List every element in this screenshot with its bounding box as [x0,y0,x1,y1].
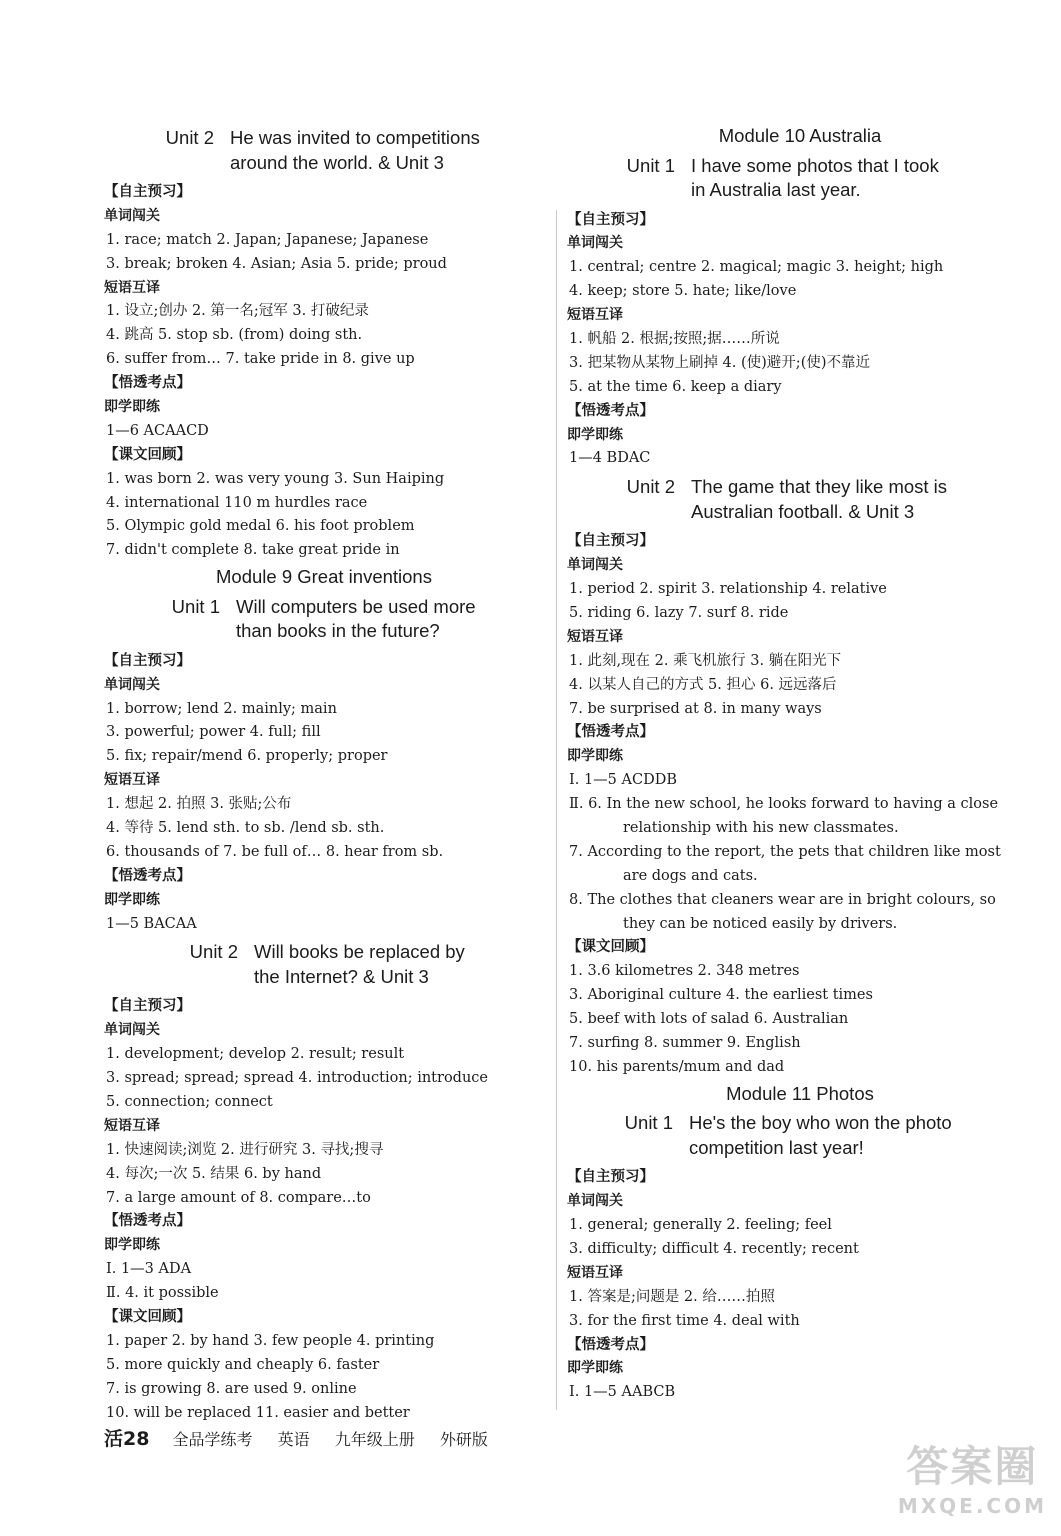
section-heading: 【课文回顾】 [104,1309,191,1326]
answer-line: 1. 想起 2. 拍照 3. 张贴;公布 [106,796,292,813]
answer-line: 3. break; broken 4. Asian; Asia 5. pride; proud [106,255,447,272]
answer-line: Ⅰ. 1—3 ADA [106,1261,192,1278]
unit-title-line: He was invited to competitions [230,127,480,148]
answer-line: Ⅰ. 1—5 AABCB [569,1384,676,1401]
answer-line: 10. his parents/mum and dad [569,1058,785,1075]
section-heading: 【悟透考点】 [104,867,191,884]
unit-title-line: Australian football. & Unit 3 [691,500,915,522]
answer-line: 1. race; match 2. Japan; Japanese; Japanese [106,231,429,248]
book-edition: 外研版 [439,1430,488,1449]
subsection-heading: 即学即练 [104,891,160,908]
section-heading: 【自主预习】 [567,211,654,228]
unit-title [691,154,939,203]
answer-line: 1. 此刻,现在 2. 乘飞机旅行 3. 躺在阳光下 [569,652,842,669]
answer-line: 1—6 ACAACD [106,422,209,439]
answer-line: 1. period 2. spirit 3. relationship 4. relative [569,581,887,598]
answer-line: 4. 以某人自己的方式 5. 担心 6. 远远落后 [569,676,837,693]
section-heading: 【悟透考点】 [104,375,191,392]
answer-line: 5. at the time 6. keep a diary [569,378,782,395]
answer-line: 1. 答案是;问题是 2. 给……拍照 [569,1288,775,1305]
answer-line: 3. difficulty; difficult 4. recently; recent [569,1240,859,1257]
subsection-heading: 单词闯关 [567,235,623,252]
unit-heading [567,1111,1033,1160]
unit-title [689,1111,952,1160]
answer-line: 1. 快速阅读;浏览 2. 进行研究 3. 寻找;搜寻 [106,1141,384,1158]
subsection-heading: 短语互译 [567,628,623,645]
subsection-heading: 即学即练 [104,1237,160,1254]
answer-line: 1. paper 2. by hand 3. few people 4. printing [106,1332,435,1349]
answer-line: 1. borrow; lend 2. mainly; main [106,700,337,717]
section-heading: 【自主预习】 [104,184,191,200]
module-heading: Module 11 Photos [726,1082,874,1104]
answer-line: 7. According to the report, the pets that children like most [569,843,1001,860]
subsection-heading: 即学即练 [567,1360,623,1377]
column-divider [556,210,557,1410]
section-heading: 【悟透考点】 [567,402,654,419]
answer-line: Ⅱ. 6. In the new school, he looks forward to having a close [569,796,999,813]
left-column [104,122,544,1425]
book-subject: 英语 [277,1430,310,1449]
answer-line: 6. suffer from… 7. take pride in 8. give up [106,351,415,368]
unit-title-line: He's the boy who won the photo [689,1112,952,1134]
answer-line: 7. is growing 8. are used 9. online [106,1380,357,1397]
answer-line: 8. The clothes that cleaners wear are in bright colours, so [569,891,996,908]
unit-title [691,475,947,524]
answer-line: 5. Olympic gold medal 6. his foot problem [106,518,415,535]
answer-line: 1. central; centre 2. magical; magic 3. height; high [569,259,944,276]
subsection-heading: 单词闯关 [567,1193,623,1210]
answer-line: 6. thousands of 7. be full of… 8. hear from sb. [106,843,444,860]
answer-line: 1. general; generally 2. feeling; feel [569,1217,832,1234]
right-column [567,122,1033,1405]
answer-line: 1. 3.6 kilometres 2. 348 metres [569,963,800,980]
answer-line: 5. more quickly and cheaply 6. faster [106,1356,380,1373]
answer-line: 1. was born 2. was very young 3. Sun Haiping [106,470,445,487]
answer-line: 7. surfing 8. summer 9. English [569,1035,801,1051]
subsection-heading: 短语互译 [567,307,623,324]
answer-line: 3. 把某物从某物上刷掉 4. (使)避开;(使)不靠近 [569,354,871,371]
module-heading: Module 9 Great inventions [216,566,432,588]
section-heading: 【自主预习】 [104,998,191,1015]
section-heading: 【悟透考点】 [567,1336,654,1353]
subsection-heading: 短语互译 [567,1264,623,1281]
answer-line: 4. 等待 5. lend sth. to sb. /lend sb. sth. [106,819,385,836]
unit-number: Unit 1 [624,1112,673,1134]
subsection-heading: 单词闯关 [104,207,160,224]
answer-line: 1. development; develop 2. result; result [106,1046,405,1063]
answer-continuation: are dogs and cats. [623,867,758,884]
answer-line: 4. 跳高 5. stop sb. (from) doing sth. [106,327,363,344]
section-heading: 【课文回顾】 [104,446,191,463]
unit-number: Unit 1 [626,154,675,176]
unit-heading [567,475,1033,524]
section-heading: 【悟透考点】 [104,1213,191,1230]
unit-title-line: Will books be replaced by [254,941,465,963]
answer-line: 3. powerful; power 4. full; fill [106,724,321,741]
unit-heading [104,595,544,644]
unit-title [236,595,476,644]
unit-number: Unit 2 [165,127,214,148]
unit-heading [104,126,544,175]
unit-title-line: Will computers be used more [236,595,476,617]
answer-line: 7. didn't complete 8. take great pride in [106,542,400,559]
answer-line: 5. riding 6. lazy 7. surf 8. ride [569,604,789,621]
unit-number: Unit 1 [171,595,220,617]
book-series: 全品学练考 [172,1430,253,1449]
answer-line: Ⅱ. 4. it possible [106,1285,219,1302]
answer-line: 3. for the first time 4. deal with [569,1312,800,1329]
unit-title-line: I have some photos that I took [691,154,939,176]
answer-line: 3. Aboriginal culture 4. the earliest times [569,987,873,1004]
unit-number: Unit 2 [189,941,238,963]
section-heading: 【悟透考点】 [567,724,654,741]
unit-title-line: The game that they like most is [691,476,948,498]
subsection-heading: 单词闯关 [104,1022,160,1039]
answer-line: Ⅰ. 1—5 ACDDB [569,772,677,789]
subsection-heading: 即学即练 [567,748,623,765]
unit-title-line: the Internet? & Unit 3 [254,965,429,987]
module-heading: Module 10 Australia [718,125,882,146]
unit-title [230,126,480,175]
watermark-url: MXQE.COM [897,1494,1047,1518]
unit-heading [567,154,1033,203]
answer-line: 4. 每次;一次 5. 结果 6. by hand [106,1165,322,1182]
section-heading: 【自主预习】 [567,1169,654,1186]
answer-line: 1—4 BDAC [569,450,651,467]
subsection-heading: 单词闯关 [567,557,623,574]
answer-line: 4. international 110 m hurdles race [106,494,368,511]
answer-line: 7. be surprised at 8. in many ways [569,700,822,717]
unit-title-line: than books in the future? [236,620,440,642]
unit-title-line: around the world. & Unit 3 [230,151,444,173]
answer-continuation: relationship with his new classmates. [623,819,899,836]
book-grade: 九年级上册 [334,1430,415,1449]
subsection-heading: 即学即练 [104,399,160,416]
subsection-heading: 短语互译 [104,1117,160,1134]
watermark-logo-text: 答案圈 [906,1442,1039,1491]
answer-line: 5. fix; repair/mend 6. properly; proper [106,748,388,765]
subsection-heading: 短语互译 [104,772,160,789]
answer-line: 1. 设立;创办 2. 第一名;冠军 3. 打破纪录 [106,303,369,320]
answer-line: 7. a large amount of 8. compare…to [106,1189,371,1206]
watermark [898,1434,1047,1518]
answer-line: 5. connection; connect [106,1094,273,1110]
page-footer [104,1424,508,1451]
answer-line: 3. spread; spread; spread 4. introduction; introduce [106,1070,488,1087]
section-heading: 【课文回顾】 [567,939,654,956]
answer-line: 1—5 BACAA [106,915,197,932]
subsection-heading: 单词闯关 [104,676,160,693]
unit-title-line: competition last year! [689,1136,864,1158]
answer-line: 4. keep; store 5. hate; like/love [569,283,797,300]
unit-title-line: in Australia last year. [691,179,861,200]
answer-line: 5. beef with lots of salad 6. Australian [569,1011,849,1028]
unit-heading [104,940,544,989]
section-heading: 【自主预习】 [104,652,191,669]
page-number: 活28 [104,1428,150,1450]
subsection-heading: 短语互译 [104,279,160,296]
section-heading: 【自主预习】 [567,533,654,550]
unit-title [254,940,465,989]
unit-number: Unit 2 [626,476,675,498]
answer-line: 10. will be replaced 11. easier and better [106,1404,410,1421]
subsection-heading: 即学即练 [567,426,623,443]
answer-continuation: they can be noticed easily by drivers. [623,915,898,932]
answer-line: 1. 帆船 2. 根据;按照;据……所说 [569,330,780,347]
